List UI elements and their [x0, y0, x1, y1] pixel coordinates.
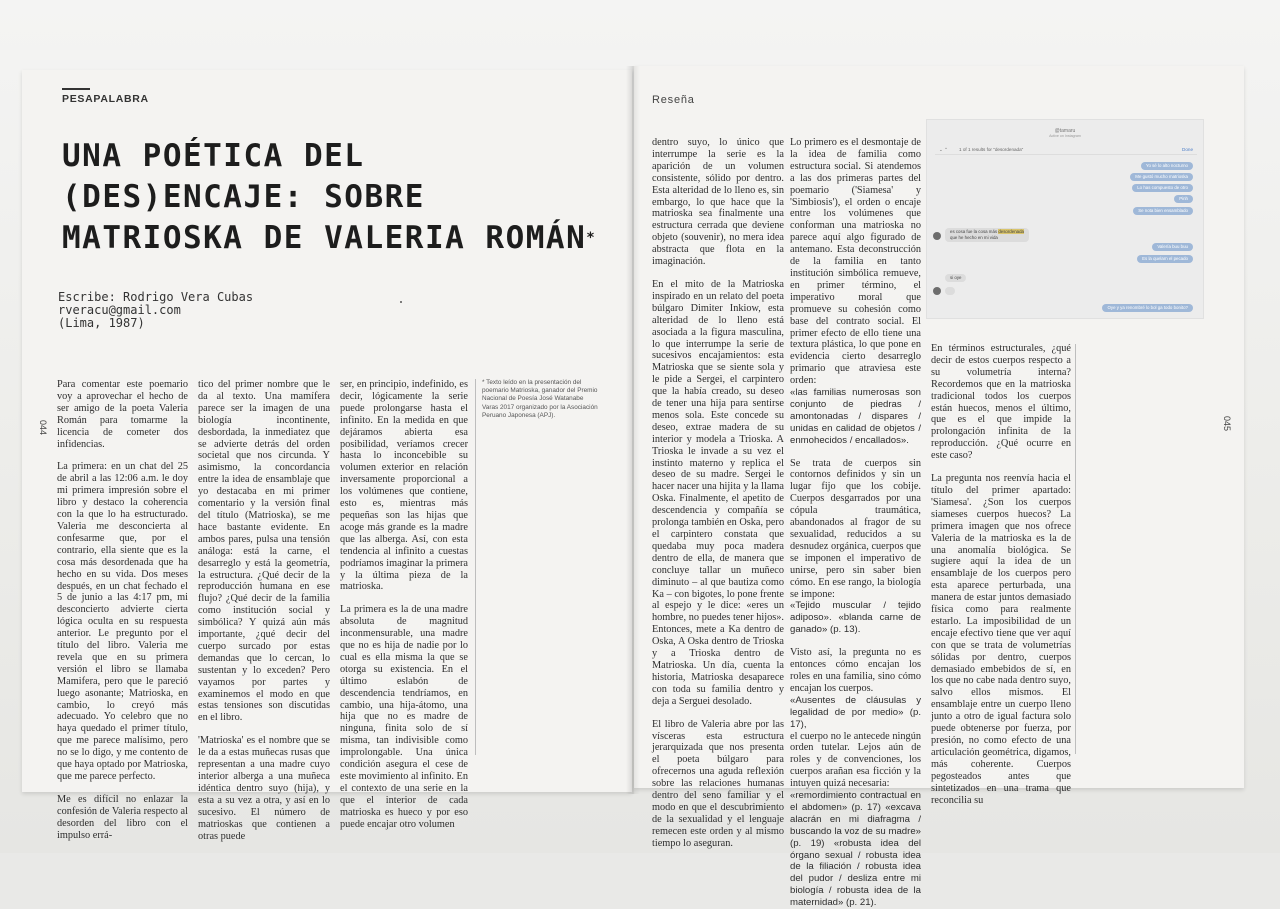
message-bubble-out: Me gustó mucho matrioska: [1130, 173, 1193, 181]
message-bubble-out: Valería buu buu: [1152, 243, 1193, 251]
paragraph: La primera es la de una madre absoluta de magnitud inconmensurable, una madre que no es hija de nadie por lo cual es ella misma la que se otorga su existencia. En el último eslabón de descendencia tendríamos, en cambio, una hija-átomo, una hija que no es madre de ninguna, finita solo de sí misma, tan indivisible como improlongable. Una única condición asegura el cese de este movimiento al infinito. En el contexto de una serie en la que el interior de cada matrioska es hueco y por eso puede encajar otro volumen: [340, 604, 468, 830]
section-label: Reseña: [652, 94, 695, 106]
page-number: 044: [38, 420, 48, 436]
column-divider: [1075, 344, 1076, 754]
message-bubble-in: si oye: [945, 274, 966, 282]
paragraph: tico del primer nombre que le da al texto. Una mamífera parece ser la imagen de una biología incontinente, desbordada, la inmediatez que se advierte detrás del orden societal que nos circunda. Y asimismo, la concordancia entre la idea de ensamblaje que yo destacaba en mi primer comentario y la versión final del título (Matrioska), se me hace bastante evidente. En ambos pares, pulsa una tensión análoga: está la carne, el desarreglo y está la geometría, la estructura. ¿Qué decir de la reproducción humana en ese flujo? ¿Qué decir de la familia como institución social y simbólica? Y quizá aún más importante, ¿qué decir del cuerpo surcado por estas demandas que lo cercan, lo sustentan y lo exceden? Pero vayamos por partes y examinemos el modo en que estas tensiones son discutidas en el libro.: [198, 379, 330, 724]
message-bubble-out: Se nota bien ensamblado: [1133, 207, 1193, 215]
message-text: es cosa fue la cosa más: [950, 229, 999, 234]
paragraph: Se trata de cuerpos sin contornos definidos y sin un lugar fijo que los cobije. Cuerpos desgarrados por una cópula traumática, abandonados al fragor de su sexualidad, reducidos a su desnudez orgánica, cuerpos que se imponen el imperativo de unirse, pero sin saber bien cómo. En ese rango, la biología se impone:: [790, 457, 921, 600]
search-highlight: desordenada: [998, 229, 1024, 234]
right-column-2: [790, 137, 921, 909]
footnote: * Texto leído en la presentación del poemario Matrioska, ganador del Premio Nacional de Poesía José Watanabe Varas 2017 organizado por la Asociación Peruano Japonesa (APJ).: [482, 379, 598, 419]
message-text: que he hecho en mi vida: [950, 235, 998, 240]
article-title: [62, 136, 622, 259]
book-spine-shadow: [626, 66, 640, 794]
poem-quote: «Ausentes de cláusulas y legalidad de por medio» (p. 17),: [790, 694, 921, 730]
chat-header: [927, 128, 1203, 138]
message-bubble-out: Lo has compuesto de otro: [1132, 184, 1193, 192]
search-bar: [935, 145, 1197, 155]
search-result-count: 1 of 1 results for "desordenada": [959, 147, 1024, 152]
typing-indicator: [945, 287, 955, 295]
right-column-1: [652, 137, 784, 850]
left-column-2: [198, 379, 330, 842]
message-bubble-out: Es la quelarn el pecado: [1137, 255, 1193, 263]
message-bubble-out: Oye y ya renombré lo bol ga todo bonito?: [1102, 304, 1193, 312]
title-text: UNA POÉTICA DEL (DES)ENCAJE: SOBRE MATRIOSKA DE VALERIA ROMÁN: [62, 138, 587, 256]
paragraph: 'Matrioska' es el nombre que se le da a estas muñecas rusas que representan a una madre cuyo interior alberga a una muñeca idéntica dentro suyo (hija), y esta a su vez a otra, y así en lo sucesivo. El número de matrioskas que contienen a otras puede: [198, 735, 330, 842]
paragraph: La primera: en un chat del 25 de abril a las 12:06 a.m. le doy mi primera impresión sobre el libro y destaco la coherencia con la que lo ha estructurado. Valeria me desconcierta al confesarme que, por el contrario, ella siente que es la cosa más desordenada que ha hecho en su vida. Dos meses después, en un chat fechado el 5 de junio a las 4:17 pm, mi desconcierto advierte cierta lógica oculta en su respuesta anterior. Le pregunto por el título del libro. Valeria me revela que en su primera versión el libro se llamaba Mamifera, pero que le pareció luego asonante; Matrioska, en cambio, lo creyó más adecuado. Yo celebro que no haya quedado el primer título, que me parece malísimo, pero no se lo digo, y me contento de que haya optado por Matrioska, que me parece perfecto.: [57, 461, 188, 782]
paragraph: Visto así, la pregunta no es entonces cómo encajan los roles en una familia, sino cómo encajan los cuerpos.: [790, 647, 921, 694]
poem-quote: «Tejido muscular / tejido adiposo». «blanda carne de ganado» (p. 13).: [790, 600, 921, 636]
title-footnote-mark: *: [586, 230, 597, 246]
byline-origin: (Lima, 1987): [58, 316, 145, 330]
chat-contact-name: @tamaru: [1054, 128, 1076, 134]
paragraph: En términos estructurales, ¿qué decir de estos cuerpos respecto a su volumetría interna? Recordemos que en la matrioska tradicional todos los cuerpos están huecos, menos el último, que es el que impide la prolongación infinita de la reproducción. ¿Qué ocurre en este caso?: [931, 343, 1071, 462]
avatar: [933, 232, 941, 240]
paragraph: ser, en principio, indefinido, es decir, lógicamente la serie puede prolongarse hasta el infinito. En la medida en que dejáramos abierta esa posibilidad, veríamos crecer hasta lo inconcebible su volumen exterior en relación inversamente proporcional a los volúmenes que contiene, esto es, mientras más pequeñas son las hijas que acoge más grande es la madre que las alberga. Así, con esta tendencia al infinito a cuestas podríamos imaginar la primera y la última pieza de la matrioska.: [340, 379, 468, 593]
paragraph: Lo primero es el desmontaje de la idea de familia como estructura social. Si atendemos a las dos primeras partes del poemario ('Siamesa' y 'Simbiosis'), el orden o encaje entre los volúmenes que conforman una matrioska no parece aquí algo figurado de antemano. Esta deconstrucción de la familia en tanto institución simbólica remueve, en primer término, el imperativo moral que promueve su cohesión como base del contrato social. El primer efecto de ello tiene una textura plástica, lo que pone en evidencia cierto desarreglo primario que atraviesa este orden:: [790, 137, 921, 387]
paragraph: el cuerpo no le antecede ningún orden tutelar. Lejos aún de roles y de convenciones, los cuerpos arañan esa ficción y la intuyen quizá necesaria:: [790, 730, 921, 790]
section-rule: [62, 88, 90, 90]
avatar: [933, 287, 941, 295]
right-page: [634, 66, 1244, 909]
left-page: [22, 70, 632, 842]
section-label: PESAPALABRA: [62, 93, 149, 105]
paragraph: En el mito de la Matrioska inspirado en un relato del poeta búlgaro Dimiter Inkiow, esta alteridad de lo lleno está asociada a la figura masculina, lo que interrumpe la serie de sucesivos encajamientos: esta Matrioska que se siente sola y le pide a Sergei, el carpintero que la había creado, su deseo de tener una hija para sentirse menos sola. Este concede su deseo, extrae madera de su interior y modela a Trioska. A Trioska le invade a su vez el instinto materno y replica el deseo de su madre. Sergei le hacer nacer una hijita y la llama Oska. Finalmente, el apetito de descendencia y compañía se prolonga también en Oska, pero el carpintero constata que quedaba muy poca madera dentro de ella, de manera que concluye tallar un muñeco diminuto – al que bautiza como Ka – con bigotes, lo pone frente al espejo y le dice: «eres un hombre, no puedes tener hijos». Entonces, mete a Ka dentro de Oska, A Oska dentro de Trioska y a Trioska dentro de Matrioska. Un día, cuenta la historia, Matrioska desaparece con toda su familia dentro y deja a Serguei desolado.: [652, 278, 784, 707]
paragraph: dentro suyo, lo único que interrumpe la serie es la aparición de un volumen consistente, sólido por dentro. Esta alteridad de lo lleno es, sin embargo, lo que hace que la matrioska sea finalmente una estructura cerrada que deviene objeto (souvenir), no mera idea abstracta que flota en la imaginación.: [652, 137, 784, 268]
paragraph: La pregunta nos reenvía hacia el título del primer apartado: 'Siamesa'. ¿Son los cuerpos siameses cuerpos huecos? La primera imagen que nos ofrece Valeria de la matrioska es la de una anomalía biológica. Se sugiere aquí la idea de un ensamblaje de los cuerpos pero esta aparece perturbada, una manera de estar juntos demasiado física como para realmente estarlo. La imposibilidad de un encaje efectivo tiene que ver aquí con que se trata de volumetrías sólidas por dentro, cuerpos demasiado embebidos de sí, en los que no cabe nada dentro suyo, salvo ellos mismos. El ensamblaje entre un cuerpo lleno junto a otro de igual factura solo puede obtenerse por fuerza, por presión, no como efecto de una articulación geométrica, digamos, más coherente. Cuerpos pegosteados antes que sintetizados en una trama que reconcilia su: [931, 473, 1071, 806]
paragraph: El libro de Valeria abre por las vísceras esta estructura jerarquizada que nos presenta el poeta búlgaro para ofrecernos una aguda reflexión sobre las relaciones humanas dentro del seno familiar y el modo en que el descubrimiento de la sexualidad y el lenguaje remecen este orden y al mismo tiempo lo aseguran.: [652, 718, 784, 849]
byline-email: rveracu@gmail.com: [58, 303, 181, 317]
message-bubble-in: [945, 228, 1029, 242]
chat-screenshot: [926, 119, 1204, 319]
chevron-down-icon: ⌄ ⌃: [939, 147, 948, 152]
page-number: 045: [1222, 416, 1232, 432]
left-column-3: [340, 379, 468, 831]
poem-quote: «las familias numerosas son conjunto de piedras / amontonadas / dispares / unidas en calidad de objetos / enmohecidos / encallados».: [790, 387, 921, 446]
dot-mark: [400, 301, 402, 303]
message-bubble-out: Pinh: [1174, 195, 1193, 203]
paragraph: Para comentar este poemario voy a aprovechar el hecho de ser amigo de la poeta Valeria Román para tomarme la licencia de cometer dos infidencias.: [57, 379, 188, 450]
byline-author: Escribe: Rodrigo Vera Cubas: [58, 290, 254, 304]
byline: [58, 291, 253, 330]
chat-contact-status: Active on Instagram: [1049, 134, 1081, 138]
poem-quote: «remordimiento contractual en el abdomen» (p. 17) «excava alacrán en mi diafragma / buscando la voz de su madre» (p. 19) «robusta idea del órgano sexual / robusta idea de la filiación / robusta idea del pudor / desliza entre mi biología / robusta idea de la maternidad» (p. 21).: [790, 790, 921, 909]
done-button: Done: [1182, 147, 1193, 152]
message-bubble-out: Yo sé lo alto nocturno: [1141, 162, 1193, 170]
right-column-3: [931, 343, 1071, 806]
left-column-1: [57, 379, 188, 842]
paragraph: Me es difícil no enlazar la confesión de Valeria respecto al desorden del libro con el impulso errá-: [57, 793, 188, 841]
column-divider: [475, 379, 476, 755]
